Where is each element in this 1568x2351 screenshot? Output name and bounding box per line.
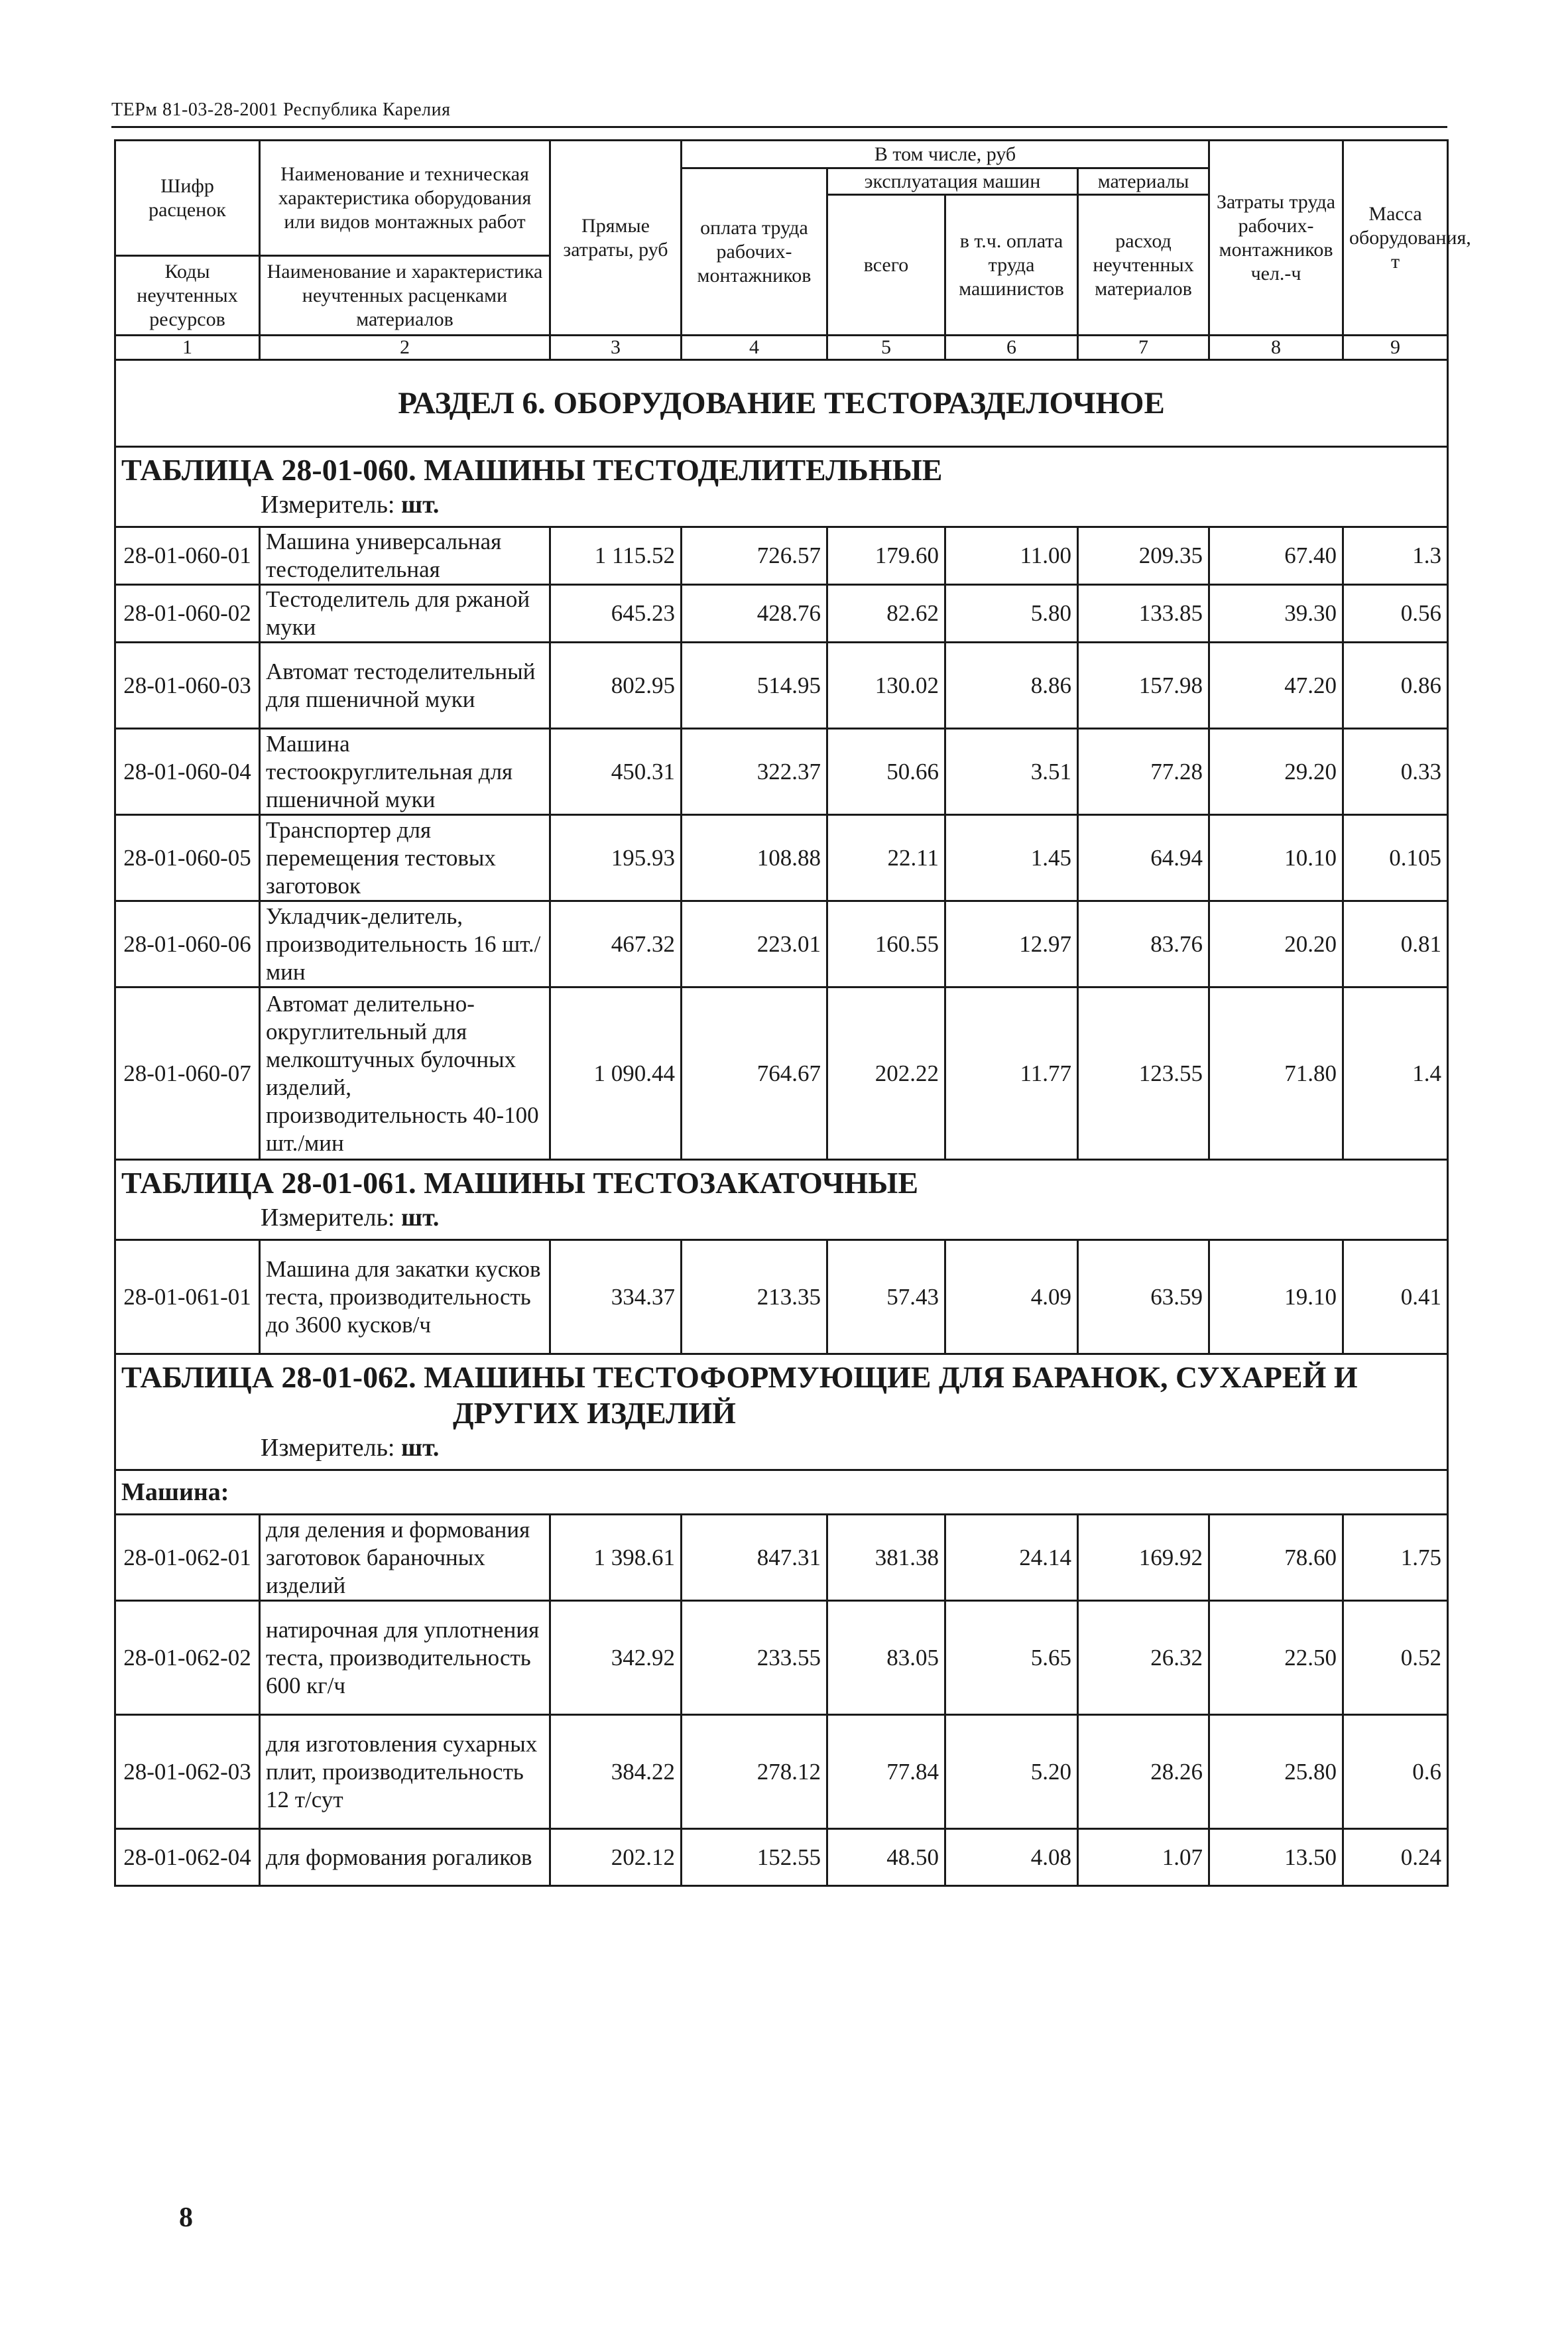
table-row bbox=[115, 1829, 1448, 1886]
machines-total: 22.11 bbox=[827, 815, 945, 901]
table-title-continued: ДРУГИХ ИЗДЕЛИЙ bbox=[453, 1396, 736, 1430]
table-row bbox=[115, 527, 1448, 585]
column-number: 5 bbox=[827, 336, 945, 360]
materials-use: 63.59 bbox=[1078, 1240, 1209, 1354]
operators-pay: 3.51 bbox=[945, 729, 1078, 815]
equipment-mass: 0.52 bbox=[1343, 1601, 1448, 1715]
table-061-title-cell bbox=[115, 1160, 1448, 1240]
equipment-mass: 0.105 bbox=[1343, 815, 1448, 901]
machines-total: 130.02 bbox=[827, 643, 945, 729]
direct-costs: 342.92 bbox=[550, 1601, 682, 1715]
operators-pay: 4.09 bbox=[945, 1240, 1078, 1354]
column-number: 7 bbox=[1078, 336, 1209, 360]
direct-costs: 645.23 bbox=[550, 585, 682, 643]
rate-code: 28-01-060-02 bbox=[115, 585, 260, 643]
header-labor-pay: оплата труда рабочих-монтажников bbox=[682, 168, 827, 336]
direct-costs: 1 115.52 bbox=[550, 527, 682, 585]
header-materials-use: расход неучтенных материалов bbox=[1078, 195, 1209, 336]
labor-pay: 726.57 bbox=[682, 527, 827, 585]
machines-total: 83.05 bbox=[827, 1601, 945, 1715]
equipment-mass: 1.75 bbox=[1343, 1515, 1448, 1601]
machines-total: 48.50 bbox=[827, 1829, 945, 1886]
materials-use: 123.55 bbox=[1078, 987, 1209, 1160]
running-head: ТЕРм 81-03-28-2001 Республика Карелия bbox=[111, 99, 451, 120]
labor-pay: 322.37 bbox=[682, 729, 827, 815]
equipment-mass: 1.3 bbox=[1343, 527, 1448, 585]
labor-hours: 71.80 bbox=[1209, 987, 1343, 1160]
header-machines: эксплуатация машин bbox=[827, 168, 1078, 195]
rate-name: Автомат делительно-округлительный для мелкоштучных булочных изделий, производительность 40-100 шт./мин bbox=[260, 987, 550, 1160]
labor-hours: 19.10 bbox=[1209, 1240, 1343, 1354]
operators-pay: 24.14 bbox=[945, 1515, 1078, 1601]
header-materials: материалы bbox=[1078, 168, 1209, 195]
group-label: Машина: bbox=[115, 1470, 1448, 1515]
column-number: 1 bbox=[115, 336, 260, 360]
equipment-mass: 0.6 bbox=[1343, 1715, 1448, 1829]
rate-code: 28-01-060-03 bbox=[115, 643, 260, 729]
operators-pay: 5.80 bbox=[945, 585, 1078, 643]
table-row bbox=[115, 1240, 1448, 1354]
table-title: ТАБЛИЦА 28-01-061. МАШИНЫ ТЕСТОЗАКАТОЧНЫЕ bbox=[121, 1166, 919, 1200]
labor-pay: 428.76 bbox=[682, 585, 827, 643]
labor-pay: 233.55 bbox=[682, 1601, 827, 1715]
rate-code: 28-01-062-03 bbox=[115, 1715, 260, 1829]
direct-costs: 334.37 bbox=[550, 1240, 682, 1354]
section-title: РАЗДЕЛ 6. ОБОРУДОВАНИЕ ТЕСТОРАЗДЕЛОЧНОЕ bbox=[115, 360, 1448, 447]
rate-name: Тестоделитель для ржаной муки bbox=[260, 585, 550, 643]
rate-name: Автомат тестоделительный для пшеничной муки bbox=[260, 643, 550, 729]
column-number: 8 bbox=[1209, 336, 1343, 360]
rate-code: 28-01-061-01 bbox=[115, 1240, 260, 1354]
header-including: В том числе, руб bbox=[682, 141, 1209, 168]
materials-use: 28.26 bbox=[1078, 1715, 1209, 1829]
table-row bbox=[115, 1715, 1448, 1829]
direct-costs: 384.22 bbox=[550, 1715, 682, 1829]
table-062-title-cell bbox=[115, 1354, 1448, 1470]
header-resource-codes: Коды неучтенных ресурсов bbox=[115, 256, 260, 336]
rate-name: Машина тестоокруглительная для пшеничной муки bbox=[260, 729, 550, 815]
labor-pay: 213.35 bbox=[682, 1240, 827, 1354]
equipment-mass: 0.41 bbox=[1343, 1240, 1448, 1354]
rate-code: 28-01-060-05 bbox=[115, 815, 260, 901]
header-operators-pay: в т.ч. оплата труда машинистов bbox=[945, 195, 1078, 336]
rate-code: 28-01-062-01 bbox=[115, 1515, 260, 1601]
equipment-mass: 0.86 bbox=[1343, 643, 1448, 729]
materials-use: 169.92 bbox=[1078, 1515, 1209, 1601]
machines-total: 57.43 bbox=[827, 1240, 945, 1354]
operators-pay: 4.08 bbox=[945, 1829, 1078, 1886]
direct-costs: 1 398.61 bbox=[550, 1515, 682, 1601]
table-row bbox=[115, 729, 1448, 815]
labor-pay: 514.95 bbox=[682, 643, 827, 729]
header-code: Шифр расценок bbox=[115, 141, 260, 256]
equipment-mass: 0.24 bbox=[1343, 1829, 1448, 1886]
labor-pay: 223.01 bbox=[682, 901, 827, 987]
materials-use: 1.07 bbox=[1078, 1829, 1209, 1886]
equipment-mass: 0.81 bbox=[1343, 901, 1448, 987]
labor-hours: 67.40 bbox=[1209, 527, 1343, 585]
operators-pay: 12.97 bbox=[945, 901, 1078, 987]
machines-total: 202.22 bbox=[827, 987, 945, 1160]
header-materials-name: Наименование и характеристика неучтенных расценками материалов bbox=[260, 256, 550, 336]
labor-hours: 29.20 bbox=[1209, 729, 1343, 815]
rate-code: 28-01-062-02 bbox=[115, 1601, 260, 1715]
unit-label: Измеритель: шт. bbox=[261, 1434, 440, 1462]
header-direct-costs: Прямые затраты, руб bbox=[550, 141, 682, 336]
direct-costs: 1 090.44 bbox=[550, 987, 682, 1160]
equipment-mass: 0.56 bbox=[1343, 585, 1448, 643]
column-numbers-row bbox=[115, 336, 1448, 360]
materials-use: 64.94 bbox=[1078, 815, 1209, 901]
labor-hours: 13.50 bbox=[1209, 1829, 1343, 1886]
rate-name: для деления и формования заготовок бараночных изделий bbox=[260, 1515, 550, 1601]
operators-pay: 1.45 bbox=[945, 815, 1078, 901]
rate-name: натирочная для уплотнения теста, производительность 600 кг/ч bbox=[260, 1601, 550, 1715]
materials-use: 209.35 bbox=[1078, 527, 1209, 585]
header-equipment-mass: Масса оборудования, т bbox=[1343, 141, 1448, 336]
materials-use: 77.28 bbox=[1078, 729, 1209, 815]
equipment-mass: 1.4 bbox=[1343, 987, 1448, 1160]
materials-use: 83.76 bbox=[1078, 901, 1209, 987]
rate-code: 28-01-060-01 bbox=[115, 527, 260, 585]
unit-label: Измеритель: шт. bbox=[261, 1204, 440, 1232]
table-row bbox=[115, 987, 1448, 1160]
labor-pay: 764.67 bbox=[682, 987, 827, 1160]
labor-pay: 108.88 bbox=[682, 815, 827, 901]
machines-total: 50.66 bbox=[827, 729, 945, 815]
column-number: 6 bbox=[945, 336, 1078, 360]
machines-total: 179.60 bbox=[827, 527, 945, 585]
operators-pay: 5.65 bbox=[945, 1601, 1078, 1715]
column-number: 9 bbox=[1343, 336, 1448, 360]
header-rule bbox=[111, 126, 1447, 128]
rate-name: Машина универсальная тестоделительная bbox=[260, 527, 550, 585]
rate-code: 28-01-060-07 bbox=[115, 987, 260, 1160]
equipment-mass: 0.33 bbox=[1343, 729, 1448, 815]
table-row bbox=[115, 815, 1448, 901]
rate-code: 28-01-060-04 bbox=[115, 729, 260, 815]
labor-hours: 10.10 bbox=[1209, 815, 1343, 901]
table-row bbox=[115, 1601, 1448, 1715]
direct-costs: 202.12 bbox=[550, 1829, 682, 1886]
materials-use: 133.85 bbox=[1078, 585, 1209, 643]
machines-total: 160.55 bbox=[827, 901, 945, 987]
page-number: 8 bbox=[179, 2202, 193, 2233]
materials-use: 26.32 bbox=[1078, 1601, 1209, 1715]
labor-pay: 278.12 bbox=[682, 1715, 827, 1829]
rate-name: для формования рогаликов bbox=[260, 1829, 550, 1886]
operators-pay: 8.86 bbox=[945, 643, 1078, 729]
labor-hours: 25.80 bbox=[1209, 1715, 1343, 1829]
header-machines-total: всего bbox=[827, 195, 945, 336]
header-labor-hours: Затраты труда рабочих-монтажников чел.-ч bbox=[1209, 141, 1343, 336]
rate-code: 28-01-062-04 bbox=[115, 1829, 260, 1886]
operators-pay: 11.00 bbox=[945, 527, 1078, 585]
operators-pay: 11.77 bbox=[945, 987, 1078, 1160]
table-row bbox=[115, 901, 1448, 987]
rates-table bbox=[114, 139, 1471, 1887]
header-name: Наименование и техническая характеристика оборудования или видов монтажных работ bbox=[260, 141, 550, 256]
column-number: 4 bbox=[682, 336, 827, 360]
labor-hours: 78.60 bbox=[1209, 1515, 1343, 1601]
rate-name: для изготовления сухарных плит, производительность 12 т/сут bbox=[260, 1715, 550, 1829]
labor-hours: 39.30 bbox=[1209, 585, 1343, 643]
materials-use: 157.98 bbox=[1078, 643, 1209, 729]
unit-label: Измеритель: шт. bbox=[261, 491, 440, 519]
table-060-title-cell bbox=[115, 447, 1448, 527]
direct-costs: 195.93 bbox=[550, 815, 682, 901]
table-row bbox=[115, 643, 1448, 729]
rate-name: Транспортер для перемещения тестовых заготовок bbox=[260, 815, 550, 901]
machines-total: 77.84 bbox=[827, 1715, 945, 1829]
table-row bbox=[115, 1515, 1448, 1601]
column-number: 2 bbox=[260, 336, 550, 360]
direct-costs: 450.31 bbox=[550, 729, 682, 815]
operators-pay: 5.20 bbox=[945, 1715, 1078, 1829]
labor-pay: 847.31 bbox=[682, 1515, 827, 1601]
direct-costs: 802.95 bbox=[550, 643, 682, 729]
table-row bbox=[115, 585, 1448, 643]
direct-costs: 467.32 bbox=[550, 901, 682, 987]
rate-code: 28-01-060-06 bbox=[115, 901, 260, 987]
labor-pay: 152.55 bbox=[682, 1829, 827, 1886]
labor-hours: 22.50 bbox=[1209, 1601, 1343, 1715]
column-number: 3 bbox=[550, 336, 682, 360]
rate-name: Укладчик-делитель, производительность 16 шт./мин bbox=[260, 901, 550, 987]
machines-total: 381.38 bbox=[827, 1515, 945, 1601]
machines-total: 82.62 bbox=[827, 585, 945, 643]
rate-name: Машина для закатки кусков теста, производительность до 3600 кусков/ч bbox=[260, 1240, 550, 1354]
labor-hours: 20.20 bbox=[1209, 901, 1343, 987]
labor-hours: 47.20 bbox=[1209, 643, 1343, 729]
table-title: ТАБЛИЦА 28-01-060. МАШИНЫ ТЕСТОДЕЛИТЕЛЬНЫЕ bbox=[121, 453, 943, 487]
table-title: ТАБЛИЦА 28-01-062. МАШИНЫ ТЕСТОФОРМУЮЩИЕ ДЛЯ БАРАНОК, СУХАРЕЙ И bbox=[121, 1360, 1358, 1394]
